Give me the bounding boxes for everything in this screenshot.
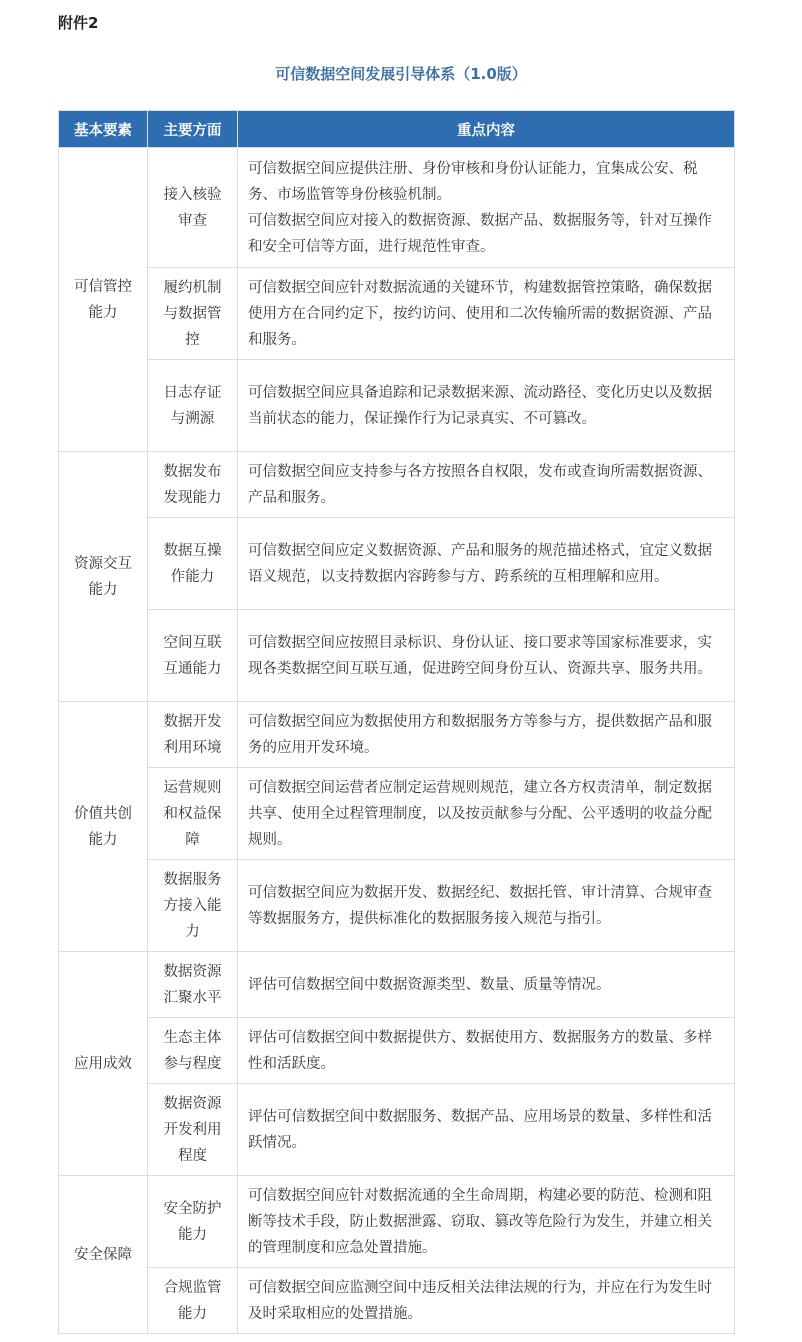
content-paragraph: 评估可信数据空间中数据服务、数据产品、应用场景的数量、多样性和活跃情况。 [248, 1108, 712, 1151]
aspect-name-line: 审查 [178, 212, 207, 229]
content-paragraph: 可信数据空间应提供注册、身份审核和身份认证能力，宜集成公安、税务、市场监管等身份核验机制。 [248, 160, 698, 203]
content-paragraph: 可信数据空间应支持参与各方按照各自权限，发布或查询所需数据资源、产品和服务。 [248, 463, 712, 506]
aspect-cell [148, 1268, 238, 1334]
aspect-cell [148, 1176, 238, 1268]
content-cell [238, 148, 735, 268]
content-cell [238, 610, 735, 702]
table-row [59, 1084, 735, 1176]
table-row [59, 768, 735, 860]
content-cell [238, 702, 735, 768]
content-paragraph: 可信数据空间应按照目录标识、身份认证、接口要求等国家标准要求，实现各类数据空间互联互通，促进跨空间身份互认、资源共享、服务共用。 [248, 634, 712, 677]
content-cell [238, 1268, 735, 1334]
aspect-name-line: 汇聚水平 [163, 989, 222, 1006]
table-row [59, 610, 735, 702]
aspect-name-line: 数据服务 [163, 871, 222, 888]
aspect-name-line: 方接入能 [163, 897, 222, 914]
column-header-content: 重点内容 [238, 111, 735, 148]
element-name-line: 能力 [88, 304, 118, 321]
aspect-name-line: 力 [185, 923, 200, 940]
aspect-name-line: 与数据管 [163, 305, 222, 322]
column-header-aspect: 主要方面 [148, 111, 238, 148]
content-paragraph: 可信数据空间应针对数据流通的关键环节，构建数据管控策略，确保数据使用方在合同约定下，按约访问、使用和二次传输所需的数据资源、产品和服务。 [248, 279, 712, 348]
aspect-name-line: 数据资源 [163, 963, 222, 980]
aspect-name-line: 障 [185, 831, 200, 848]
document-title: 可信数据空间发展引导体系（1.0版） [275, 65, 527, 83]
aspect-name-line: 日志存证 [163, 384, 222, 401]
element-name-line: 资源交互 [74, 555, 132, 572]
aspect-cell [148, 702, 238, 768]
content-cell [238, 768, 735, 860]
table-row [59, 1268, 735, 1334]
content-paragraph: 可信数据空间应具备追踪和记录数据来源、流动路径、变化历史以及数据当前状态的能力，保证操作行为记录真实、不可篡改。 [248, 384, 712, 427]
aspect-name-line: 能力 [178, 1226, 207, 1243]
aspect-cell [148, 1084, 238, 1176]
element-cell [59, 452, 148, 702]
aspect-cell [148, 860, 238, 952]
table-row [59, 1176, 735, 1268]
aspect-name-line: 生态主体 [163, 1029, 222, 1046]
element-name-line: 价值共创 [74, 805, 132, 822]
content-paragraph: 可信数据空间运营者应制定运营规则规范，建立各方权责清单，制定数据共享、使用全过程管理制度，以及按贡献参与分配、公平透明的收益分配规则。 [248, 779, 712, 848]
content-cell [238, 518, 735, 610]
aspect-name-line: 参与程度 [163, 1055, 222, 1072]
table-header-row [59, 111, 735, 148]
content-paragraph: 可信数据空间应监测空间中违反相关法律法规的行为，并应在行为发生时及时采取相应的处置措施。 [248, 1279, 712, 1322]
element-name-line: 可信管控 [74, 278, 132, 295]
aspect-name-line: 与溯源 [170, 410, 215, 427]
content-cell [238, 860, 735, 952]
aspect-name-line: 发现能力 [163, 489, 222, 506]
element-cell [59, 148, 148, 452]
framework-table [58, 110, 735, 1334]
aspect-name-line: 开发利用 [163, 1121, 222, 1138]
aspect-cell [148, 610, 238, 702]
aspect-cell [148, 952, 238, 1018]
content-cell [238, 360, 735, 452]
table-row [59, 1018, 735, 1084]
table-row [59, 518, 735, 610]
aspect-name-line: 空间互联 [163, 634, 222, 651]
content-cell [238, 1084, 735, 1176]
aspect-cell [148, 148, 238, 268]
content-cell [238, 268, 735, 360]
element-name-line: 能力 [88, 581, 118, 598]
content-paragraph: 评估可信数据空间中数据提供方、数据使用方、数据服务方的数量、多样性和活跃度。 [248, 1029, 712, 1072]
aspect-name-line: 程度 [178, 1147, 207, 1164]
aspect-name-line: 利用环境 [163, 739, 222, 756]
table-row [59, 952, 735, 1018]
content-paragraph: 可信数据空间应定义数据资源、产品和服务的规范描述格式，宜定义数据语义规范，以支持数据内容跨参与方、跨系统的互相理解和应用。 [248, 542, 712, 585]
aspect-name-line: 运营规则 [163, 779, 222, 796]
table-row [59, 268, 735, 360]
content-cell [238, 952, 735, 1018]
aspect-name-line: 和权益保 [163, 805, 222, 822]
column-header-element: 基本要素 [59, 111, 148, 148]
aspect-cell [148, 360, 238, 452]
content-paragraph: 可信数据空间应针对数据流通的全生命周期，构建必要的防范、检测和阻断等技术手段，防止数据泄露、窃取、篡改等危险行为发生，并建立相关的管理制度和应急处置措施。 [248, 1187, 712, 1256]
content-paragraph: 可信数据空间应对接入的数据资源、数据产品、数据服务等，针对互操作和安全可信等方面，进行规范性审查。 [248, 212, 712, 255]
content-cell [238, 1018, 735, 1084]
aspect-cell [148, 518, 238, 610]
aspect-name-line: 安全防护 [163, 1200, 222, 1217]
table-row [59, 148, 735, 268]
attachment-label: 附件2 [58, 14, 99, 32]
aspect-name-line: 互通能力 [163, 660, 222, 677]
table-row [59, 452, 735, 518]
aspect-cell [148, 768, 238, 860]
table-body [59, 148, 735, 1334]
element-name-line: 安全保障 [74, 1246, 132, 1263]
aspect-cell [148, 452, 238, 518]
table-row [59, 702, 735, 768]
element-cell [59, 702, 148, 952]
content-cell [238, 452, 735, 518]
content-paragraph: 可信数据空间应为数据使用方和数据服务方等参与方，提供数据产品和服务的应用开发环境。 [248, 713, 712, 756]
content-paragraph: 可信数据空间应为数据开发、数据经纪、数据托管、审计清算、合规审查等数据服务方，提供标准化的数据服务接入规范与指引。 [248, 884, 712, 927]
aspect-cell [148, 268, 238, 360]
content-cell [238, 1176, 735, 1268]
aspect-name-line: 合规监管 [163, 1279, 222, 1296]
aspect-name-line: 作能力 [170, 568, 215, 585]
element-cell [59, 952, 148, 1176]
aspect-name-line: 数据发布 [163, 463, 222, 480]
table-row [59, 360, 735, 452]
element-name-line: 能力 [88, 831, 118, 848]
aspect-name-line: 数据资源 [163, 1095, 222, 1112]
element-name-line: 应用成效 [74, 1055, 132, 1072]
aspect-name-line: 能力 [178, 1305, 207, 1322]
table-row [59, 860, 735, 952]
aspect-cell [148, 1018, 238, 1084]
aspect-name-line: 接入核验 [163, 186, 222, 203]
element-cell [59, 1176, 148, 1334]
aspect-name-line: 履约机制 [163, 279, 222, 296]
aspect-name-line: 控 [185, 331, 200, 348]
content-paragraph: 评估可信数据空间中数据资源类型、数量、质量等情况。 [248, 976, 611, 993]
aspect-name-line: 数据开发 [163, 713, 222, 730]
aspect-name-line: 数据互操 [163, 542, 222, 559]
